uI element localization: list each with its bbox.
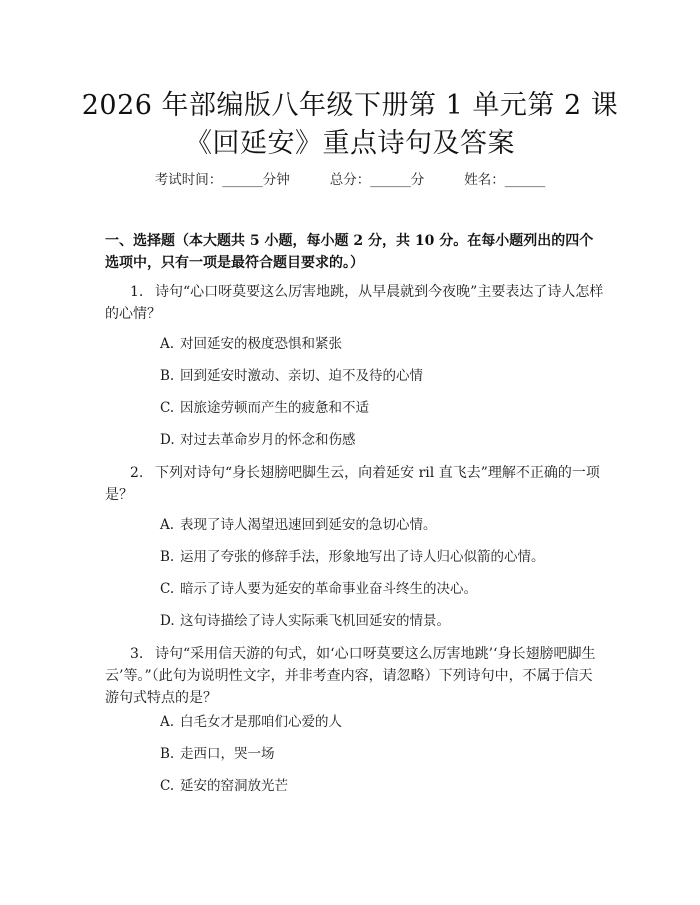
option-text: 这句诗描绘了诗人实际乘飞机回延安的情景。 xyxy=(180,613,450,629)
option-text: 对过去革命岁月的怀念和伤感 xyxy=(180,432,356,448)
q2-option-d xyxy=(160,611,600,631)
exam-time: 考试时间：______分钟 xyxy=(154,172,290,188)
option-letter: A. xyxy=(160,517,175,533)
question-number: 2. xyxy=(130,465,144,481)
option-letter: D. xyxy=(160,613,175,629)
q1-option-b xyxy=(160,366,600,386)
exam-score: 总分：______分 xyxy=(329,172,425,188)
option-letter: A. xyxy=(160,714,175,730)
option-text: 走西口，哭一场 xyxy=(180,746,275,762)
question-number: 1. xyxy=(130,284,144,300)
option-text: 延安的窑洞放光芒 xyxy=(180,778,288,794)
option-letter: C. xyxy=(160,400,175,416)
student-name: 姓名：______ xyxy=(464,172,546,188)
document-title-line2: 《回延安》重点诗句及答案 xyxy=(185,128,515,159)
option-letter: B. xyxy=(160,368,175,384)
q3-option-c xyxy=(160,776,600,796)
option-letter: D. xyxy=(160,432,175,448)
question-3 xyxy=(105,643,605,709)
exam-info xyxy=(0,168,700,188)
question-text: 诗句“采用信天游的句式，如‘心口呀莫要这么厉害地跳’‘身长翅膀吧脚生云’等。”（此句为说明性文字，并非考查内容，请忽略）下列诗句中，不属于信天游句式特点的是？ xyxy=(105,646,596,706)
question-number: 3. xyxy=(130,646,144,662)
option-letter: C. xyxy=(160,581,175,597)
option-text: 白毛女才是那咱们心爱的人 xyxy=(180,714,342,730)
option-text: 暗示了诗人要为延安的革命事业奋斗终生的决心。 xyxy=(180,581,477,597)
option-letter: A. xyxy=(160,336,175,352)
option-text: 表现了诗人渴望迅速回到延安的急切心情。 xyxy=(180,517,437,533)
q3-option-b xyxy=(160,744,600,764)
option-text: 因旅途劳顿而产生的疲惫和不适 xyxy=(180,400,369,416)
question-2 xyxy=(105,462,605,506)
section-heading: 一、选择题（本大题共 5 小题，每小题 2 分，共 10 分。在每小题列出的四个选项中，只有一项是最符合题目要求的。） xyxy=(105,233,594,271)
document-title-line1: 2026 年部编版八年级下册第 1 单元第 2 课 xyxy=(81,90,619,121)
option-letter: B. xyxy=(160,746,175,762)
option-text: 回到延安时激动、亲切、迫不及待的心情 xyxy=(180,368,423,384)
question-1 xyxy=(105,281,605,325)
q1-option-a xyxy=(160,334,600,354)
q1-option-d xyxy=(160,430,600,450)
option-text: 对回延安的极度恐惧和紧张 xyxy=(180,336,342,352)
q2-option-b xyxy=(160,547,600,567)
option-letter: B. xyxy=(160,549,175,565)
q1-option-c xyxy=(160,398,600,418)
question-text: 诗句“心口呀莫要这么厉害地跳，从早晨就到今夜晚”主要表达了诗人怎样的心情？ xyxy=(105,284,604,322)
question-text: 下列对诗句“身长翅膀吧脚生云，向着延安 ril 直飞去”理解不正确的一项是？ xyxy=(105,465,600,503)
option-letter: C. xyxy=(160,778,175,794)
q2-option-a xyxy=(160,515,600,535)
option-text: 运用了夸张的修辞手法，形象地写出了诗人归心似箭的心情。 xyxy=(180,549,545,565)
q3-option-a xyxy=(160,712,600,732)
q2-option-c xyxy=(160,579,600,599)
